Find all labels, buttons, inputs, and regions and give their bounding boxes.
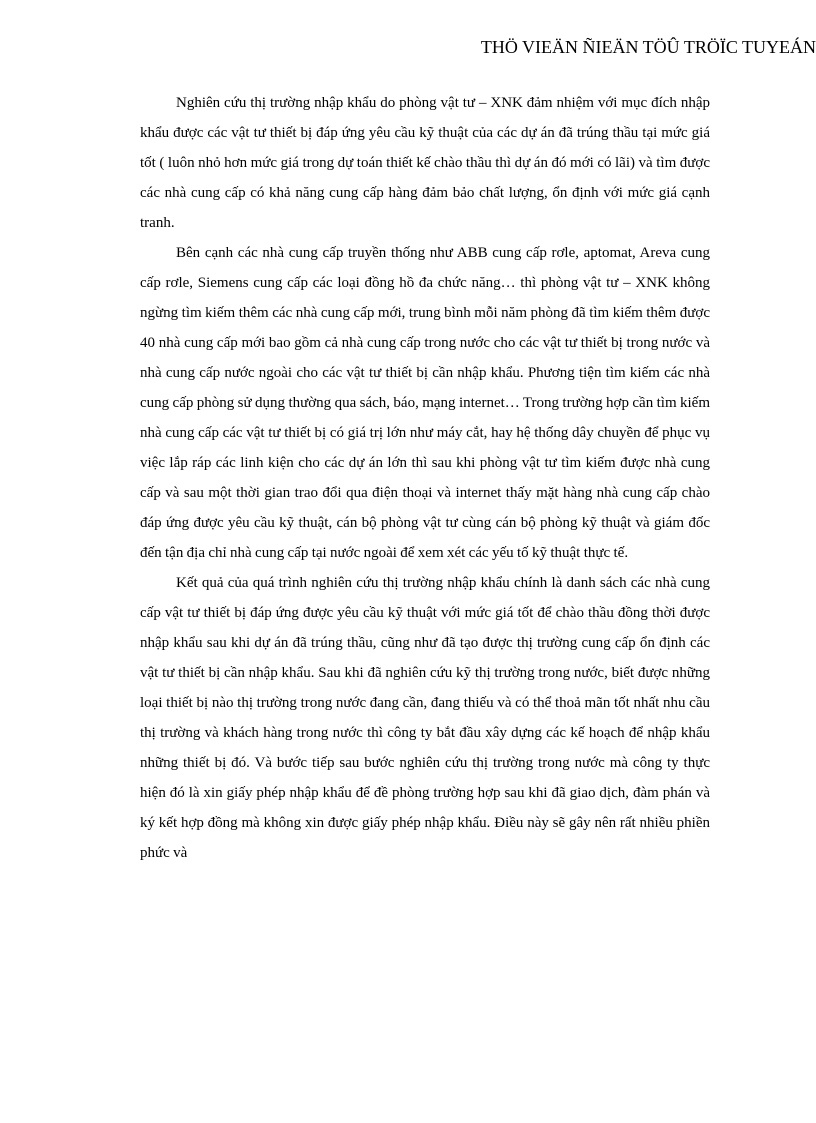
paragraph-1: Nghiên cứu thị trường nhập khẩu do phòng vật tư – XNK đảm nhiệm với mục đích nhập khẩu được các vật tư thiết bị đáp ứng yêu cầu kỹ thuật của các dự án đã trúng thầu tại mức giá tốt ( luôn nhỏ hơn mức giá trong dự toán thiết kế chào thầu thì dự án đó mới có lãi) và tìm được các nhà cung cấp có khả năng cung cấp hàng đảm bảo chất lượng, ổn định với mức giá cạnh tranh. — [140, 95, 710, 231]
paragraph-3: Kết quả của quá trình nghiên cứu thị trường nhập khẩu chính là danh sách các nhà cung cấp vật tư thiết bị đáp ứng được yêu cầu kỹ thuật với mức giá tốt để chào thầu đồng thời được nhập khẩu sau khi dự án đã trúng thầu, cũng như đã tạo được thị trường cung cấp ổn định các vật tư thiết bị cần nhập khẩu. Sau khi đã nghiên cứu kỹ thị trường trong nước, biết được những loại thiết bị nào thị trường trong nước đang cần, đang thiếu và có thể thoả mãn tốt nhất nhu cầu thị trường và khách hàng trong nước thì công ty bắt đầu xây dựng các kế hoạch để nhập khẩu những thiết bị đó. Và bước tiếp sau bước nghiên cứu thị trường trong nước mà công ty thực hiện đó là xin giấy phép nhập khẩu để đề phòng trường hợp sau khi đã giao dịch, đàm phán và ký kết hợp đồng mà không xin được giấy phép nhập khẩu. Điều này sẽ gây nên rất nhiều phiền phức và — [140, 575, 710, 861]
document-body — [140, 88, 710, 868]
paragraph-2: Bên cạnh các nhà cung cấp truyền thống như ABB cung cấp rơle, aptomat, Areva cung cấp rơle, Siemens cung cấp các loại đồng hồ đa chức năng… thì phòng vật tư – XNK không ngừng tìm kiếm thêm các nhà cung cấp mới, trung bình mỗi năm phòng đã tìm kiếm thêm được 40 nhà cung cấp mới bao gồm cả nhà cung cấp trong nước cho các vật tư thiết bị trong nước và nhà cung cấp nước ngoài cho các vật tư thiết bị cần nhập khẩu. Phương tiện tìm kiếm các nhà cung cấp phòng sử dụng thường qua sách, báo, mạng internet… Trong trường hợp cần tìm kiếm nhà cung cấp các vật tư thiết bị có giá trị lớn như máy cắt, hay hệ thống dây chuyền để phục vụ việc lắp ráp các linh kiện cho các dự án lớn thì sau khi phòng vật tư tìm kiếm được nhà cung cấp và sau một thời gian trao đổi qua điện thoại và internet thấy mặt hàng nhà cung cấp chào đáp ứng được yêu cầu kỹ thuật, cán bộ phòng vật tư cùng cán bộ phòng kỹ thuật và giám đốc đến tận địa chỉ nhà cung cấp tại nước ngoài để xem xét các yếu tố kỹ thuật thực tế. — [140, 245, 710, 561]
page-header — [420, 36, 816, 58]
header-title: THÖ VIEÄN ÑIEÄN TÖÛ TRÖÏC TUYEÁN — [480, 37, 816, 57]
